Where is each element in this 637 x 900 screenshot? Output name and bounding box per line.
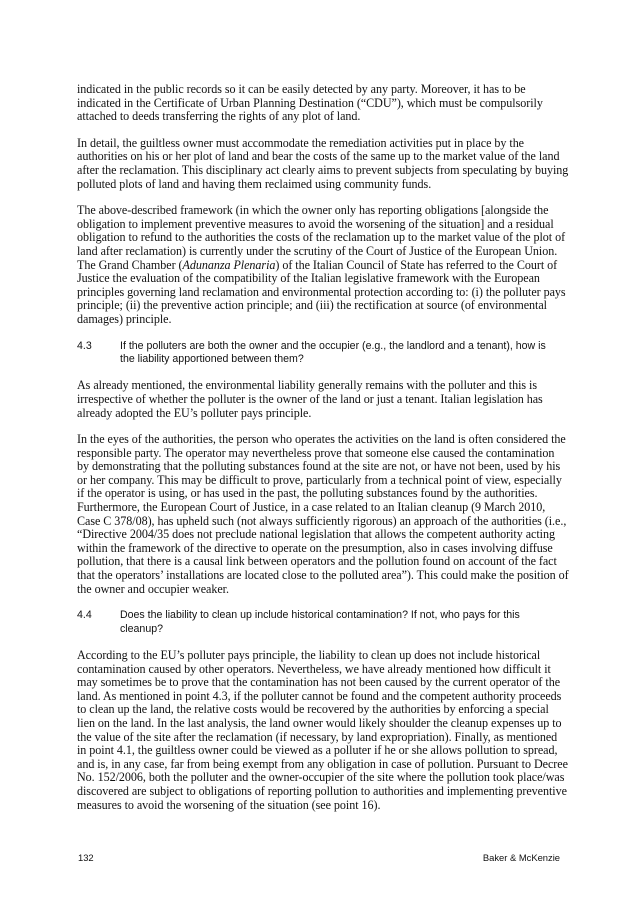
adunanza-plenaria-italic: Adunanza Plenaria [182,257,276,272]
section-number: 4.3 [77,339,92,352]
publisher-name: Baker & McKenzie [482,852,560,863]
section-question: If the polluters are both the owner and the occupier (e.g., the landlord and a tenant), how is the liability apportioned between them? [120,339,546,365]
paragraph-framework [77,204,569,326]
page-footer [78,852,560,863]
paragraph-operator-responsibility: In the eyes of the authorities, the person who operates the activities on the land is often considered the responsible party. The operator may nevertheless prove that someone else caused the contamination by demonstrating that the polluting substances found at the site are not, or have not been, used by his or her company. This may be difficult to prove, particularly from a technical point of view, especially if the operator is using, or has used in the past, the polluting substances found by the authorities. Furthermore, the European Court of Justice, in a case related to an Italian cleanup (9 March 2010, Case C 378/08), has upheld such (not always sufficiently rigorous) an approach of the authorities (i.e., “Directive 2004/35 does not preclude national legislation that allows the competent authority acting within the framework of the directive to operate on the presumption, also in cases involving diffuse pollution, that there is a causal link between operators and the pollution found on account of the fact that the operators’ installations are located close to the polluted area”). This could make the position of the owner and occupier weaker. [77,432,569,596]
paragraph-historical-contamination: According to the EU’s polluter pays principle, the liability to clean up does not include historical contamination caused by other operators. Nevertheless, we have already mentioned how difficult it may sometimes be to prove that the contamination has not been caused by the current operator of the land. As mentioned in point 4.3, if the polluter cannot be found and the competent authority proceeds to clean up the land, the relative costs would be recovered by the authorities by enforcing a special lien on the land. In the last analysis, the land owner would likely shoulder the cleanup expenses up to the value of the site after the reclamation (if necessary, by land expropriation). Finally, as mentioned in point 4.1, the guiltless owner could be viewed as a polluter if he or she allows pollution to spread, and is, in any case, far from being exempt from any obligation in case of pollution. Pursuant to Decree No. 152/2006, both the polluter and the owner-occupier of the site where the pollution took place/was discovered are subject to obligations of reporting pollution to authorities and implementing preventive measures to avoid the worsening of the situation (see point 16). [77,648,568,812]
document-page [77,83,569,825]
paragraph-polluter-liability: As already mentioned, the environmental liability generally remains with the polluter and this is irrespective of whether the polluter is the owner of the land or just a tenant. Italian legislation has already adopted the EU’s polluter pays principle. [77,378,543,420]
paragraph-framework-part-a: The above-described framework (in which the owner only has reporting obligations [alongside the obligation to implement preventive measures to avoid the worsening of the situation] and a residual obligation to refund to the authorities the costs of the reclamation up to the market value of the plot of land after reclamation) is currently under the scrutiny of the Court of Justice of the European Union. The Grand Chamber ( [77,203,566,272]
section-heading-4-3 [77,340,569,367]
paragraph-cdu: indicated in the public records so it can be easily detected by any party. Moreover, it has to be indicated in the Certificate of Urban Planning Destination (“CDU”), which must be compulsorily attached to deeds transferring the rights of any plot of land. [77,82,543,124]
section-heading-4-4 [77,609,569,636]
paragraph-framework-part-b: ) of the Italian Council of State has referred to the Court of Justice the evaluation of the compatibility of the Italian legislative framework with the European principles governing land reclamation and environmental protection according to: (i) the polluter pays principle; (ii) the preventive action principle; and (iii) the rectification at source (of environmental damages) principle. [77,257,566,326]
page-number: 132 [78,852,94,863]
paragraph-guiltless-owner: In detail, the guiltless owner must accommodate the remediation activities put in place by the authorities on his or her plot of land and bear the costs of the same up to the market value of the land after the reclamation. This disciplinary act clearly aims to prevent subjects from speculating by buying polluted plots of land and having them reclaimed using community funds. [77,135,569,191]
section-number: 4.4 [77,609,92,622]
section-question: Does the liability to clean up include historical contamination? If not, who pays for this cleanup? [120,609,520,635]
